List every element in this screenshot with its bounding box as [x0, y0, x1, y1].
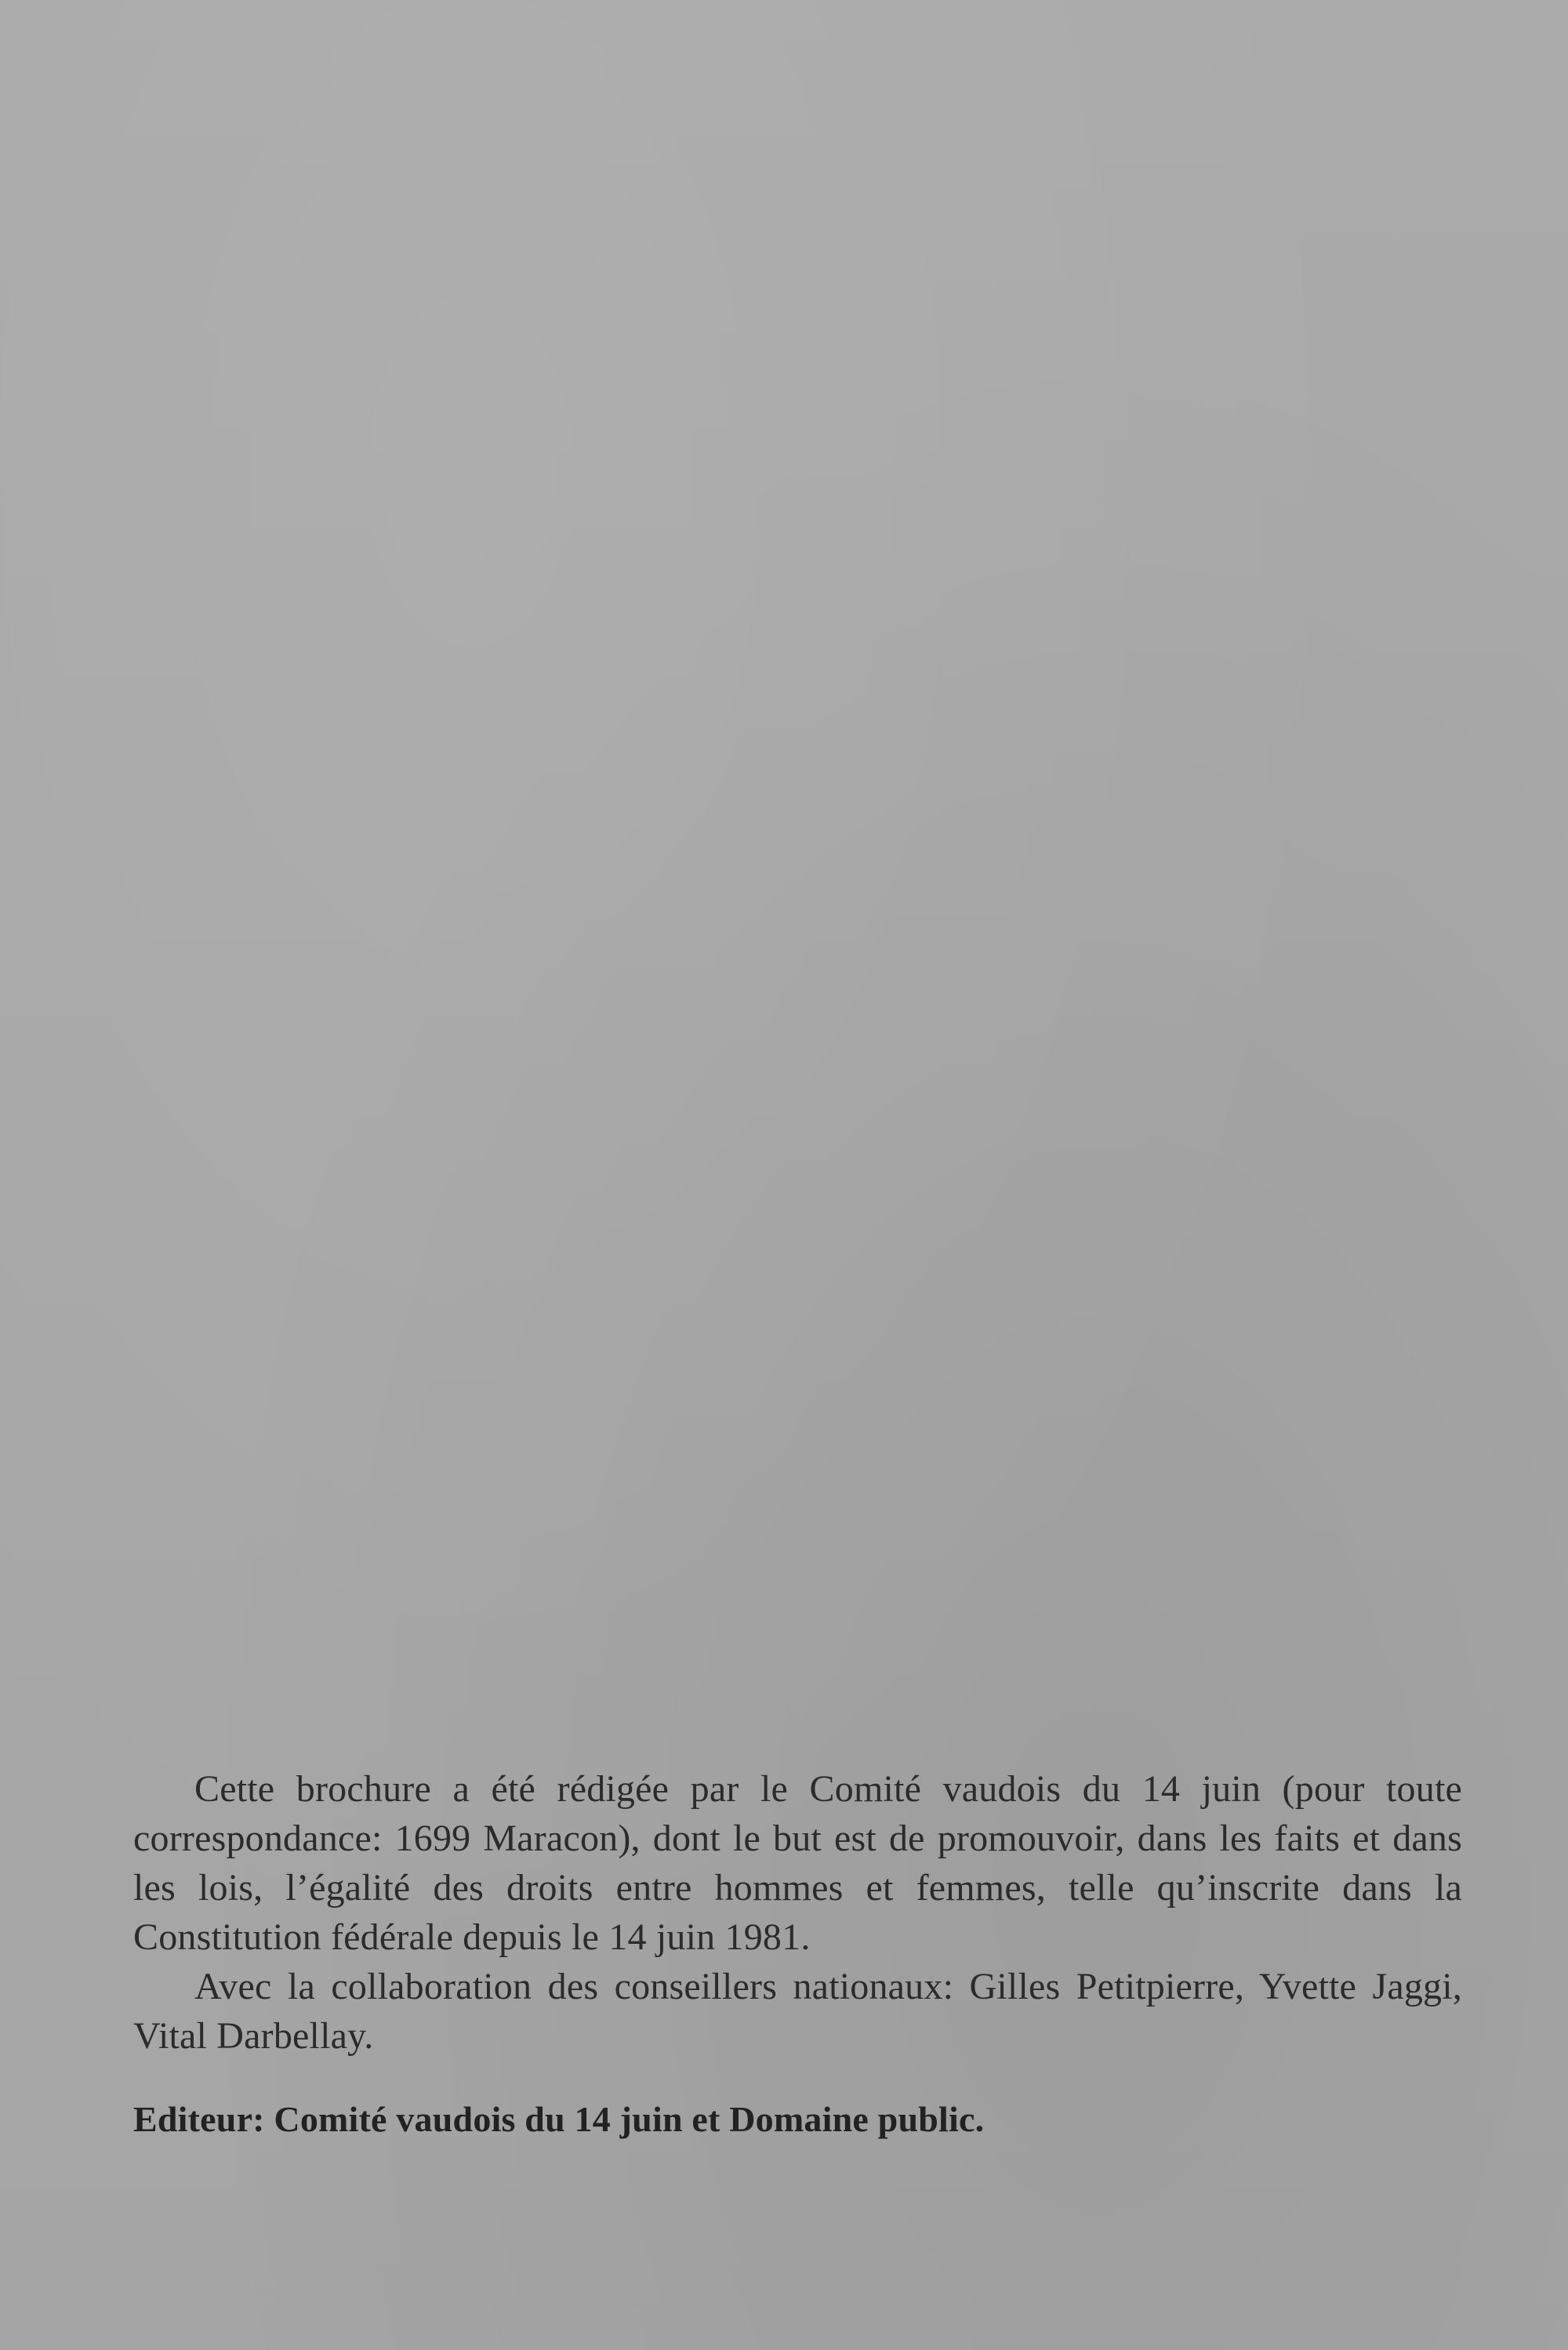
- publisher-line: Editeur: Comité vaudois du 14 juin et Domaine public.: [133, 2099, 985, 2139]
- colophon-paragraph-2: Avec la collaboration des conseillers nationaux: Gilles Petitpierre, Yvette Jaggi, Vital Darbellay.: [133, 1966, 1462, 2057]
- colophon-text-block: [133, 1764, 1462, 2143]
- colophon-paragraph-1: Cette brochure a été rédigée par le Comité vaudois du 14 juin (pour toute correspondance: 1699 Maracon), dont le but est de promouvoir, dans les faits et dans les lois, l’égalité des droits entre hommes et femmes, telle qu’inscrite dans la Constitution fédérale depuis le 14 juin 1981.: [133, 1768, 1462, 1958]
